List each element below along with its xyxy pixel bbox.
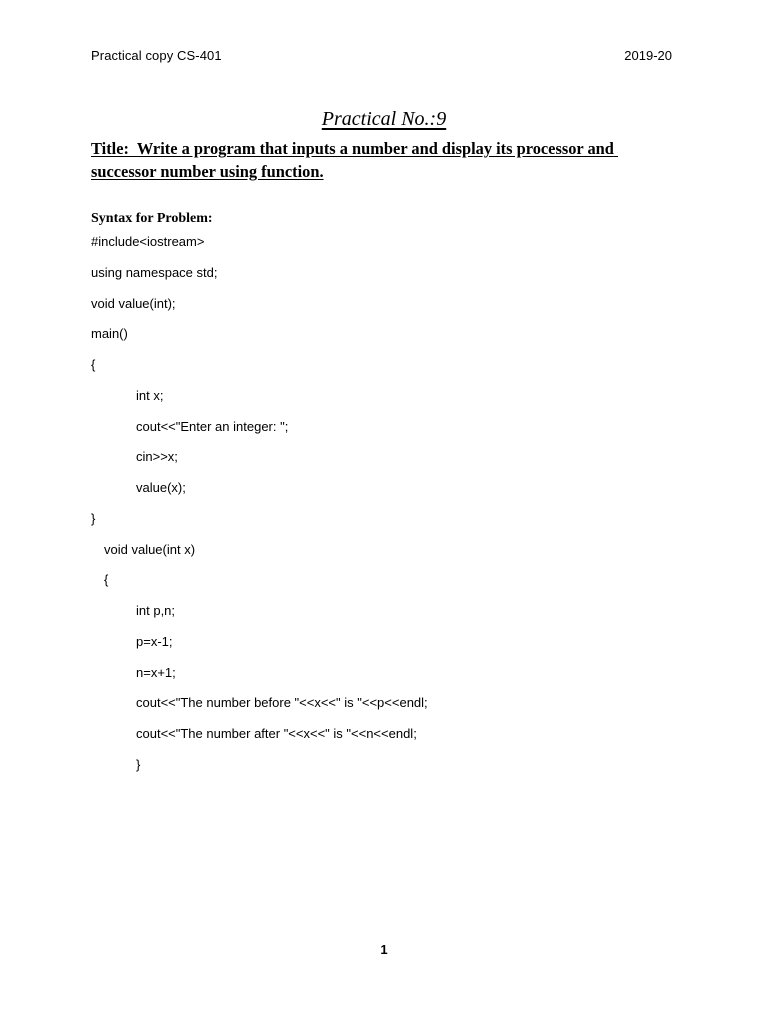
code-line: cout<<"The number after "<<x<<" is "<<n<<endl; [136,726,417,741]
code-line: cout<<"The number before "<<x<<" is "<<p<<endl; [136,695,428,710]
code-line: { [104,572,109,587]
code-line: main() [91,326,128,341]
header-year: 2019-20 [624,48,672,63]
code-line: int x; [136,388,164,403]
code-line: { [91,357,96,372]
code-line: int p,n; [136,603,176,618]
code-line: cout<<"Enter an integer: "; [136,419,289,434]
code-line: #include<iostream> [91,234,205,249]
code-line: value(x); [136,480,186,495]
header-course: Practical copy CS-401 [91,48,222,63]
code-line: void value(int); [91,296,176,311]
code-line: void value(int x) [104,542,196,557]
syntax-heading: Syntax for Problem: [91,211,213,226]
practical-title: Title: Write a program that inputs a number and display its processor and successor number using function. [91,139,619,181]
code-line: } [91,511,96,526]
page-number: 1 [380,942,388,957]
code-line: p=x-1; [136,634,173,649]
code-line: } [136,757,141,772]
code-line: n=x+1; [136,665,176,680]
code-line: using namespace std; [91,265,218,280]
code-line: cin>>x; [136,449,178,464]
practical-number-heading: Practical No.:9 [321,108,447,130]
